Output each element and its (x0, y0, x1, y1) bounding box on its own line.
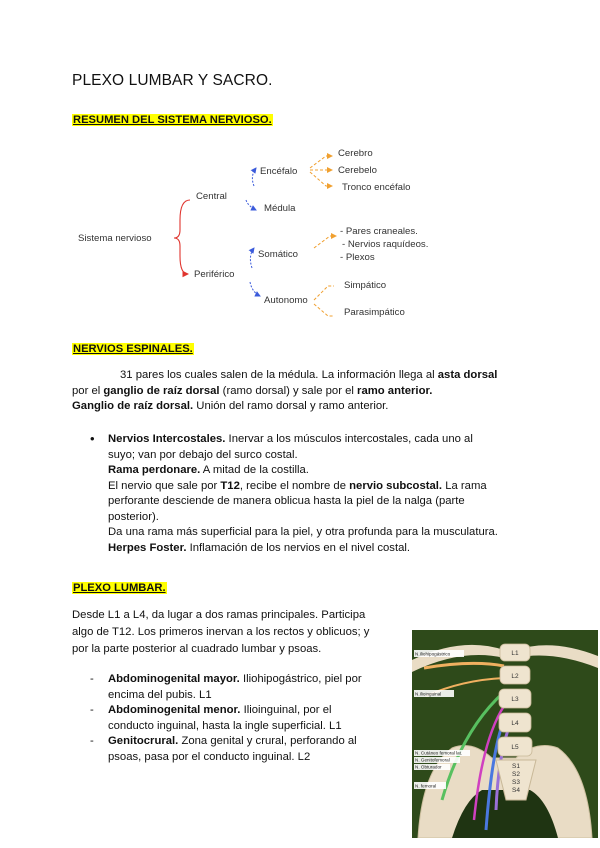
label-genitofemoral: N. Genitofemoral (415, 757, 450, 763)
bullet-line: perforante desciende de manera oblicua hasta la piel de la nalga (parte (108, 495, 465, 507)
diagram-cerebro: Cerebro (338, 148, 373, 159)
label-cutaneo: N. Cutáneo femoral lat. (415, 750, 463, 756)
list-item: - Abdominogenital mayor. Iliohipogástrico, piel por encima del pubis. L1 (90, 673, 362, 701)
label-obturador: N. Obturador (415, 764, 442, 770)
arrow-to-somatico (250, 248, 254, 268)
sacral-label: S1 (512, 763, 520, 770)
vertebra-label: L1 (511, 650, 519, 657)
label-iliohipogastrico: N.Iliohipogástrico (415, 651, 451, 657)
diagram-parasimpatico: Parasimpático (344, 307, 405, 318)
section-heading-resumen (72, 110, 273, 128)
paragraph-line: Desde L1 a L4, da lugar a dos ramas principales. Participa (72, 609, 366, 621)
plexo-lumbar-intro (72, 607, 402, 658)
bullet-line: posterior). (108, 510, 159, 523)
paragraph-line: Ganglio de raíz dorsal. Unión del ramo dorsal y ramo anterior. (72, 400, 389, 412)
intercostal-bullet (108, 432, 548, 556)
arrow-to-autonomo (250, 282, 260, 296)
paragraph-line: 31 pares los cuales salen de la médula. La información llega al asta dorsal (120, 369, 498, 381)
arrow-to-parasimpatico (314, 304, 334, 316)
lumbar-plexus-figure (412, 630, 598, 838)
diagram-central: Central (196, 191, 227, 202)
nervous-system-diagram (70, 140, 470, 330)
diagram-tronco: Tronco encéfalo (342, 182, 411, 193)
arrow-to-pares (314, 236, 336, 248)
section-heading-text: NERVIOS ESPINALES. (73, 343, 193, 355)
arrow-to-tronco (310, 172, 332, 186)
arrow-to-encefalo (252, 168, 256, 186)
bullet-line: El nervio que sale por T12, recibe el nombre de nervio subcostal. La rama (108, 479, 487, 492)
diagram-somatico: Somático (258, 249, 298, 260)
diagram-nervios-raq: - Nervios raquídeos. (342, 239, 429, 250)
vertebra-label: L3 (511, 696, 519, 703)
arrow-to-medula (246, 200, 256, 210)
section-heading-text: PLEXO LUMBAR. (73, 582, 166, 594)
page-title: PLEXO LUMBAR Y SACRO. (72, 72, 273, 89)
list-item: - Abdominogenital menor. Ilioinguinal, por el conducto inguinal, hasta la ingle superficial. L1 (90, 704, 342, 732)
sacral-label: S2 (512, 771, 520, 778)
diagram-plexos: - Plexos (340, 252, 375, 263)
paragraph-line: por la parte posterior al cuadrado lumbar y psoas. (72, 643, 322, 655)
list-item: - Genitocrural. Zona genital y crural, perforando al psoas, pasa por el conducto inguinal. L2 (90, 735, 357, 763)
diagram-medula: Médula (264, 203, 296, 214)
vertebra-label: L2 (511, 673, 519, 680)
arrow-to-simpatico (314, 286, 334, 300)
spinal-nerves-text (72, 368, 542, 415)
diagram-pares: - Pares craneales. (340, 226, 418, 237)
bullet-line: Rama perdonare. A mitad de la costilla. (108, 464, 309, 476)
root-bracket (174, 200, 190, 274)
diagram-encefalo: Encéfalo (260, 166, 298, 177)
bullet-line: suyo; van por debajo del surco costal. (108, 448, 298, 461)
diagram-root: Sistema nervioso (78, 233, 152, 244)
diagram-periferico: Periférico (194, 269, 235, 280)
label-ilioinguinal: N.Ilioinguinal (415, 691, 442, 697)
arrow-to-cerebro (310, 156, 332, 168)
section-heading-text: RESUMEN DEL SISTEMA NERVIOSO. (73, 114, 272, 126)
diagram-autonomo: Autonomo (264, 295, 308, 306)
section-heading-nervios (72, 339, 194, 357)
diagram-simpatico: Simpático (344, 280, 387, 291)
paragraph-line: por el ganglio de raíz dorsal (ramo dorsal) y sale por el ramo anterior. (72, 384, 433, 397)
sacral-label: S4 (512, 787, 520, 794)
bullet-line: Da una rama más superficial para la piel, y otra profunda para la musculatura. (108, 526, 498, 538)
vertebra-label: L4 (511, 720, 519, 727)
label-femoral: N. femoral (415, 783, 437, 789)
bullet-line: Nervios Intercostales. Inervar a los músculos intercostales, cada uno al (108, 433, 473, 445)
bullet-icon: • (90, 431, 95, 446)
plexo-lumbar-list (90, 672, 400, 765)
vertebra-label: L5 (511, 744, 519, 751)
diagram-cerebelo: Cerebelo (338, 165, 377, 176)
section-heading-plexo-lumbar (72, 578, 167, 596)
paragraph-line: algo de T12. Los primeros inervan a los rectos y oblicuos; y (72, 626, 370, 638)
sacral-label: S3 (512, 779, 520, 786)
bullet-line: Herpes Foster. Inflamación de los nervios en el nivel costal. (108, 541, 411, 554)
